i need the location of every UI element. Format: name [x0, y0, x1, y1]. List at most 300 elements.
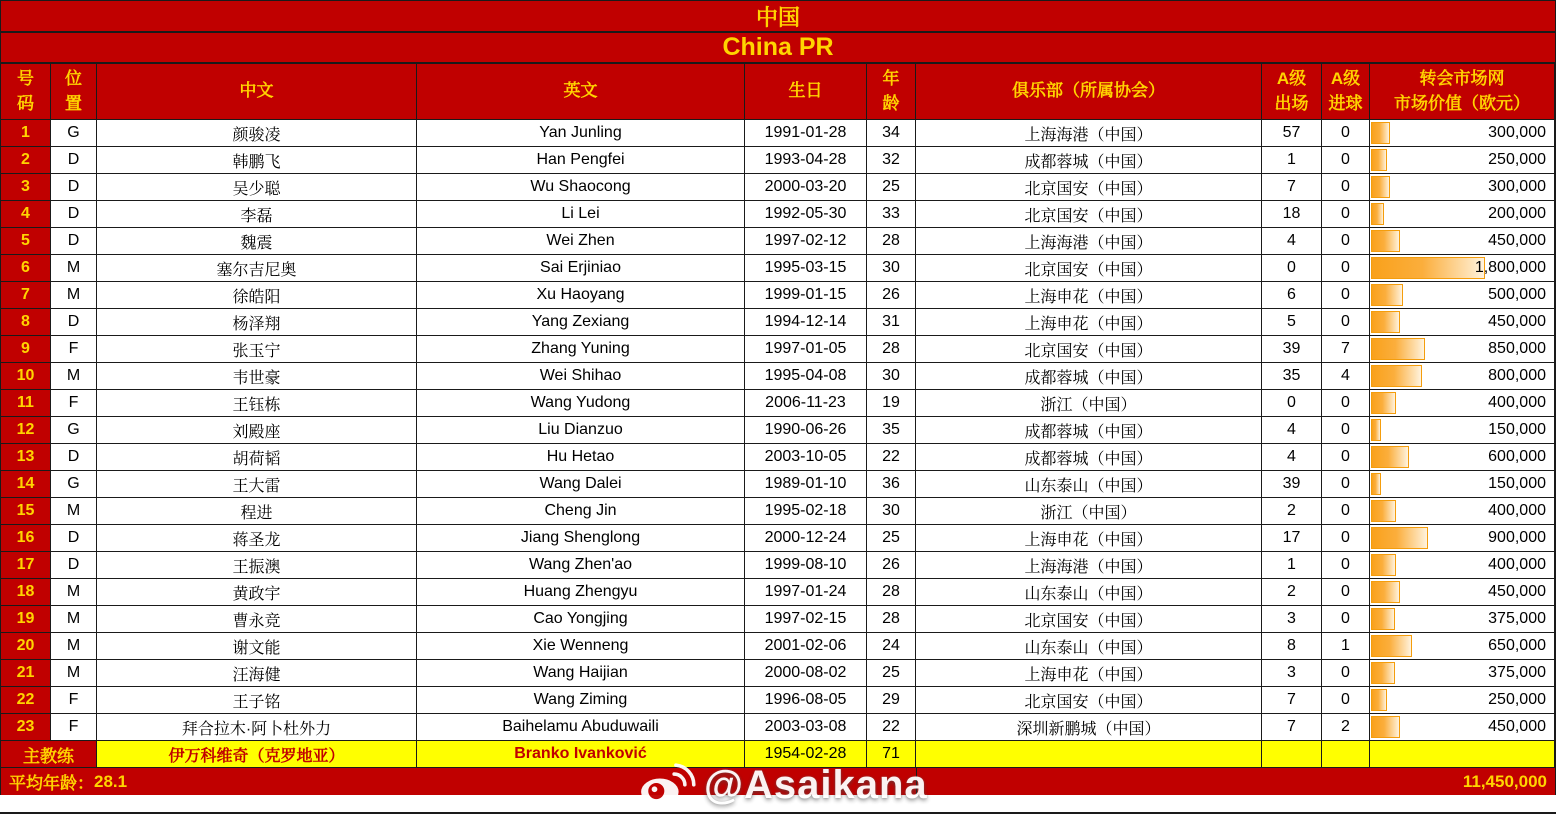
player-goals: 0	[1322, 444, 1370, 471]
table-row	[1, 120, 1555, 147]
player-number: 17	[1, 552, 51, 579]
player-name-cn: 韩鹏飞	[97, 147, 417, 174]
player-club: 北京国安（中国）	[916, 336, 1262, 363]
player-age: 24	[867, 633, 916, 660]
player-age: 26	[867, 552, 916, 579]
player-position: D	[51, 174, 97, 201]
player-club: 山东泰山（中国）	[916, 633, 1262, 660]
player-club: 北京国安（中国）	[916, 687, 1262, 714]
player-name-cn: 张玉宁	[97, 336, 417, 363]
player-rows	[1, 120, 1555, 741]
player-club: 成都蓉城（中国）	[916, 444, 1262, 471]
value-data-bar	[1371, 284, 1403, 306]
player-number: 7	[1, 282, 51, 309]
player-market-value: 450,000	[1370, 309, 1555, 336]
player-club: 北京国安（中国）	[916, 174, 1262, 201]
player-position: D	[51, 147, 97, 174]
player-name-cn: 李磊	[97, 201, 417, 228]
player-age: 22	[867, 444, 916, 471]
player-birthday: 2001-02-06	[745, 633, 867, 660]
player-market-value: 450,000	[1370, 228, 1555, 255]
player-goals: 0	[1322, 282, 1370, 309]
player-goals: 0	[1322, 201, 1370, 228]
player-name-cn: 塞尔吉尼奥	[97, 255, 417, 282]
player-club: 成都蓉城（中国）	[916, 363, 1262, 390]
player-name-cn: 曹永竞	[97, 606, 417, 633]
player-caps: 0	[1262, 255, 1322, 282]
table-row	[1, 444, 1555, 471]
value-data-bar	[1371, 608, 1395, 630]
player-number: 3	[1, 174, 51, 201]
player-position: F	[51, 390, 97, 417]
player-birthday: 1995-03-15	[745, 255, 867, 282]
value-data-bar	[1371, 581, 1400, 603]
player-number: 15	[1, 498, 51, 525]
player-name-cn: 王钰栋	[97, 390, 417, 417]
player-birthday: 2000-08-02	[745, 660, 867, 687]
average-age-value: 28.1	[94, 771, 128, 791]
value-data-bar	[1371, 149, 1387, 171]
player-caps: 2	[1262, 579, 1322, 606]
player-birthday: 1994-12-14	[745, 309, 867, 336]
player-name-cn: 谢文能	[97, 633, 417, 660]
player-market-value: 150,000	[1370, 471, 1555, 498]
player-caps: 4	[1262, 444, 1322, 471]
player-name-en: Wang Zhen'ao	[417, 552, 745, 579]
player-market-value: 250,000	[1370, 147, 1555, 174]
player-club: 北京国安（中国）	[916, 606, 1262, 633]
player-position: D	[51, 228, 97, 255]
player-position: F	[51, 336, 97, 363]
player-number: 18	[1, 579, 51, 606]
player-number: 20	[1, 633, 51, 660]
player-caps: 1	[1262, 147, 1322, 174]
player-name-en: Zhang Yuning	[417, 336, 745, 363]
player-goals: 0	[1322, 174, 1370, 201]
player-position: M	[51, 579, 97, 606]
player-goals: 0	[1322, 390, 1370, 417]
player-name-en: Han Pengfei	[417, 147, 745, 174]
player-club: 北京国安（中国）	[916, 201, 1262, 228]
average-age-label: 平均年龄：	[9, 774, 94, 793]
player-age: 25	[867, 525, 916, 552]
coach-birthday: 1954-02-28	[745, 741, 867, 768]
player-market-value: 450,000	[1370, 714, 1555, 741]
player-caps: 1	[1262, 552, 1322, 579]
value-data-bar	[1371, 473, 1381, 495]
player-name-cn: 汪海健	[97, 660, 417, 687]
player-caps: 2	[1262, 498, 1322, 525]
player-birthday: 1995-02-18	[745, 498, 867, 525]
table-row	[1, 282, 1555, 309]
player-name-en: Huang Zhengyu	[417, 579, 745, 606]
table-row	[1, 255, 1555, 282]
table-row	[1, 417, 1555, 444]
table-row	[1, 579, 1555, 606]
player-number: 19	[1, 606, 51, 633]
player-name-cn: 韦世豪	[97, 363, 417, 390]
player-club: 山东泰山（中国）	[916, 471, 1262, 498]
table-row	[1, 147, 1555, 174]
player-caps: 3	[1262, 660, 1322, 687]
player-number: 22	[1, 687, 51, 714]
value-data-bar	[1371, 419, 1381, 441]
player-birthday: 1999-08-10	[745, 552, 867, 579]
player-name-en: Wei Zhen	[417, 228, 745, 255]
value-data-bar	[1371, 230, 1400, 252]
player-club: 上海海港（中国）	[916, 552, 1262, 579]
player-market-value: 900,000	[1370, 525, 1555, 552]
player-market-value: 200,000	[1370, 201, 1555, 228]
header-goals: A级 进球	[1322, 64, 1370, 120]
player-caps: 17	[1262, 525, 1322, 552]
player-name-en: Xu Haoyang	[417, 282, 745, 309]
player-caps: 7	[1262, 714, 1322, 741]
header-caps: A级 出场	[1262, 64, 1322, 120]
header-name-cn: 中文	[97, 64, 417, 120]
country-title-cn: 中国	[755, 4, 800, 30]
player-caps: 57	[1262, 120, 1322, 147]
watermark-handle: @Asaikana	[704, 763, 928, 807]
player-position: G	[51, 471, 97, 498]
player-goals: 0	[1322, 687, 1370, 714]
player-caps: 0	[1262, 390, 1322, 417]
table-row	[1, 714, 1555, 741]
value-data-bar	[1371, 176, 1390, 198]
table-row	[1, 471, 1555, 498]
player-age: 22	[867, 714, 916, 741]
player-market-value: 375,000	[1370, 660, 1555, 687]
table-row	[1, 525, 1555, 552]
total-market-value: 11,450,000	[916, 768, 1555, 795]
player-club: 上海申花（中国）	[916, 660, 1262, 687]
player-club: 浙江（中国）	[916, 498, 1262, 525]
player-number: 11	[1, 390, 51, 417]
player-age: 30	[867, 363, 916, 390]
player-age: 34	[867, 120, 916, 147]
player-position: M	[51, 255, 97, 282]
player-birthday: 1995-04-08	[745, 363, 867, 390]
table-row	[1, 390, 1555, 417]
player-market-value: 300,000	[1370, 120, 1555, 147]
title-row-en	[1, 33, 1555, 64]
player-name-cn: 颜骏凌	[97, 120, 417, 147]
table-row	[1, 660, 1555, 687]
player-position: M	[51, 282, 97, 309]
value-data-bar	[1371, 338, 1425, 360]
weibo-watermark	[638, 758, 928, 813]
table-row	[1, 363, 1555, 390]
player-name-en: Jiang Shenglong	[417, 525, 745, 552]
player-name-en: Wu Shaocong	[417, 174, 745, 201]
coach-label: 主教练	[1, 741, 97, 768]
player-position: D	[51, 309, 97, 336]
player-club: 上海申花（中国）	[916, 525, 1262, 552]
player-name-en: Hu Hetao	[417, 444, 745, 471]
player-caps: 4	[1262, 228, 1322, 255]
coach-caps-empty	[1262, 741, 1322, 768]
player-age: 36	[867, 471, 916, 498]
player-market-value: 800,000	[1370, 363, 1555, 390]
table-row	[1, 687, 1555, 714]
player-name-en: Wang Haijian	[417, 660, 745, 687]
table-header	[1, 64, 1555, 120]
player-birthday: 1997-01-05	[745, 336, 867, 363]
header-number: 号 码	[1, 64, 51, 120]
player-club: 上海海港（中国）	[916, 228, 1262, 255]
coach-name-cn: 伊万科维奇（克罗地亚）	[97, 741, 417, 768]
player-position: G	[51, 120, 97, 147]
header-position: 位 置	[51, 64, 97, 120]
player-birthday: 1990-06-26	[745, 417, 867, 444]
player-club: 深圳新鹏城（中国）	[916, 714, 1262, 741]
value-data-bar	[1371, 500, 1396, 522]
coach-club-empty	[916, 741, 1262, 768]
player-birthday: 1999-01-15	[745, 282, 867, 309]
player-birthday: 2003-10-05	[745, 444, 867, 471]
value-data-bar	[1371, 716, 1400, 738]
player-name-en: Wang Ziming	[417, 687, 745, 714]
player-market-value: 150,000	[1370, 417, 1555, 444]
player-name-cn: 刘殿座	[97, 417, 417, 444]
table-row	[1, 336, 1555, 363]
player-market-value: 450,000	[1370, 579, 1555, 606]
player-name-en: Yang Zexiang	[417, 309, 745, 336]
player-caps: 5	[1262, 309, 1322, 336]
player-number: 9	[1, 336, 51, 363]
player-goals: 0	[1322, 579, 1370, 606]
player-goals: 0	[1322, 660, 1370, 687]
player-position: D	[51, 201, 97, 228]
player-name-cn: 徐皓阳	[97, 282, 417, 309]
player-name-en: Wang Dalei	[417, 471, 745, 498]
coach-age: 71	[867, 741, 916, 768]
player-caps: 35	[1262, 363, 1322, 390]
player-caps: 6	[1262, 282, 1322, 309]
player-name-en: Baihelamu Abuduwaili	[417, 714, 745, 741]
player-age: 28	[867, 579, 916, 606]
player-club: 山东泰山（中国）	[916, 579, 1262, 606]
header-market-value: 转会市场网 市场价值（欧元）	[1370, 64, 1555, 120]
player-number: 13	[1, 444, 51, 471]
player-name-en: Xie Wenneng	[417, 633, 745, 660]
player-name-en: Wei Shihao	[417, 363, 745, 390]
player-number: 14	[1, 471, 51, 498]
player-name-cn: 杨泽翔	[97, 309, 417, 336]
player-caps: 39	[1262, 471, 1322, 498]
header-age: 年 龄	[867, 64, 916, 120]
player-position: F	[51, 714, 97, 741]
player-goals: 4	[1322, 363, 1370, 390]
player-number: 4	[1, 201, 51, 228]
player-birthday: 2000-12-24	[745, 525, 867, 552]
player-position: M	[51, 660, 97, 687]
player-age: 30	[867, 255, 916, 282]
player-number: 6	[1, 255, 51, 282]
player-caps: 8	[1262, 633, 1322, 660]
coach-goals-empty	[1322, 741, 1370, 768]
value-data-bar	[1371, 122, 1390, 144]
value-data-bar	[1371, 203, 1384, 225]
player-birthday: 1997-02-15	[745, 606, 867, 633]
player-club: 上海申花（中国）	[916, 282, 1262, 309]
player-name-en: Yan Junling	[417, 120, 745, 147]
player-number: 12	[1, 417, 51, 444]
player-caps: 7	[1262, 174, 1322, 201]
coach-value-empty	[1370, 741, 1555, 768]
player-goals: 0	[1322, 309, 1370, 336]
value-data-bar	[1371, 689, 1387, 711]
player-name-en: Wang Yudong	[417, 390, 745, 417]
player-position: M	[51, 633, 97, 660]
player-number: 1	[1, 120, 51, 147]
player-birthday: 1997-02-12	[745, 228, 867, 255]
coach-name-en: Branko Ivanković	[417, 741, 745, 768]
player-position: D	[51, 525, 97, 552]
player-number: 21	[1, 660, 51, 687]
header-club: 俱乐部（所属协会）	[916, 64, 1262, 120]
player-position: D	[51, 552, 97, 579]
player-age: 32	[867, 147, 916, 174]
player-age: 25	[867, 660, 916, 687]
player-birthday: 1991-01-28	[745, 120, 867, 147]
player-caps: 39	[1262, 336, 1322, 363]
table-row	[1, 552, 1555, 579]
player-age: 30	[867, 498, 916, 525]
header-name-en: 英文	[417, 64, 745, 120]
player-birthday: 1992-05-30	[745, 201, 867, 228]
player-birthday: 2006-11-23	[745, 390, 867, 417]
player-position: D	[51, 444, 97, 471]
player-goals: 0	[1322, 498, 1370, 525]
player-market-value: 600,000	[1370, 444, 1555, 471]
player-number: 5	[1, 228, 51, 255]
player-age: 35	[867, 417, 916, 444]
player-market-value: 375,000	[1370, 606, 1555, 633]
player-caps: 7	[1262, 687, 1322, 714]
player-name-cn: 蒋圣龙	[97, 525, 417, 552]
player-name-cn: 王振澳	[97, 552, 417, 579]
player-market-value: 650,000	[1370, 633, 1555, 660]
player-caps: 18	[1262, 201, 1322, 228]
value-data-bar	[1371, 257, 1485, 279]
player-market-value: 1,800,000	[1370, 255, 1555, 282]
player-club: 上海海港（中国）	[916, 120, 1262, 147]
player-name-cn: 王大雷	[97, 471, 417, 498]
player-age: 25	[867, 174, 916, 201]
player-market-value: 400,000	[1370, 390, 1555, 417]
player-goals: 0	[1322, 552, 1370, 579]
player-position: M	[51, 498, 97, 525]
table-row	[1, 174, 1555, 201]
player-number: 10	[1, 363, 51, 390]
player-birthday: 1993-04-28	[745, 147, 867, 174]
player-name-cn: 王子铭	[97, 687, 417, 714]
player-birthday: 2000-03-20	[745, 174, 867, 201]
player-number: 8	[1, 309, 51, 336]
value-data-bar	[1371, 662, 1395, 684]
player-goals: 0	[1322, 525, 1370, 552]
player-name-cn: 拜合拉木·阿卜杜外力	[97, 714, 417, 741]
player-club: 浙江（中国）	[916, 390, 1262, 417]
player-name-cn: 胡荷韬	[97, 444, 417, 471]
player-age: 29	[867, 687, 916, 714]
player-age: 26	[867, 282, 916, 309]
player-market-value: 300,000	[1370, 174, 1555, 201]
player-number: 2	[1, 147, 51, 174]
player-age: 31	[867, 309, 916, 336]
player-name-cn: 程进	[97, 498, 417, 525]
header-birthday: 生日	[745, 64, 867, 120]
player-goals: 0	[1322, 120, 1370, 147]
player-age: 28	[867, 606, 916, 633]
player-name-en: Liu Dianzuo	[417, 417, 745, 444]
player-goals: 7	[1322, 336, 1370, 363]
player-goals: 0	[1322, 606, 1370, 633]
table-row	[1, 633, 1555, 660]
value-data-bar	[1371, 635, 1412, 657]
player-name-en: Cao Yongjing	[417, 606, 745, 633]
player-number: 16	[1, 525, 51, 552]
player-number: 23	[1, 714, 51, 741]
player-goals: 0	[1322, 471, 1370, 498]
player-age: 28	[867, 228, 916, 255]
player-name-en: Li Lei	[417, 201, 745, 228]
title-row-cn	[1, 1, 1555, 33]
player-goals: 0	[1322, 255, 1370, 282]
player-birthday: 1997-01-24	[745, 579, 867, 606]
player-name-cn: 黄政宇	[97, 579, 417, 606]
player-market-value: 400,000	[1370, 498, 1555, 525]
table-row	[1, 498, 1555, 525]
player-club: 上海申花（中国）	[916, 309, 1262, 336]
player-market-value: 850,000	[1370, 336, 1555, 363]
value-data-bar	[1371, 527, 1428, 549]
value-data-bar	[1371, 554, 1396, 576]
player-name-cn: 吴少聪	[97, 174, 417, 201]
player-name-en: Sai Erjiniao	[417, 255, 745, 282]
player-position: G	[51, 417, 97, 444]
weibo-icon	[638, 758, 696, 813]
player-caps: 4	[1262, 417, 1322, 444]
country-title-en: China PR	[722, 33, 834, 61]
player-caps: 3	[1262, 606, 1322, 633]
player-goals: 0	[1322, 147, 1370, 174]
player-age: 28	[867, 336, 916, 363]
value-data-bar	[1371, 365, 1422, 387]
value-data-bar	[1371, 446, 1409, 468]
player-name-cn: 魏震	[97, 228, 417, 255]
player-age: 19	[867, 390, 916, 417]
player-market-value: 500,000	[1370, 282, 1555, 309]
player-name-en: Cheng Jin	[417, 498, 745, 525]
table-row	[1, 201, 1555, 228]
player-position: M	[51, 363, 97, 390]
player-market-value: 250,000	[1370, 687, 1555, 714]
value-data-bar	[1371, 392, 1396, 414]
player-position: M	[51, 606, 97, 633]
player-goals: 1	[1322, 633, 1370, 660]
player-birthday: 2003-03-08	[745, 714, 867, 741]
player-club: 北京国安（中国）	[916, 255, 1262, 282]
value-data-bar	[1371, 311, 1400, 333]
table-row	[1, 228, 1555, 255]
player-goals: 2	[1322, 714, 1370, 741]
player-club: 成都蓉城（中国）	[916, 147, 1262, 174]
table-row	[1, 309, 1555, 336]
player-goals: 0	[1322, 228, 1370, 255]
table-row	[1, 606, 1555, 633]
